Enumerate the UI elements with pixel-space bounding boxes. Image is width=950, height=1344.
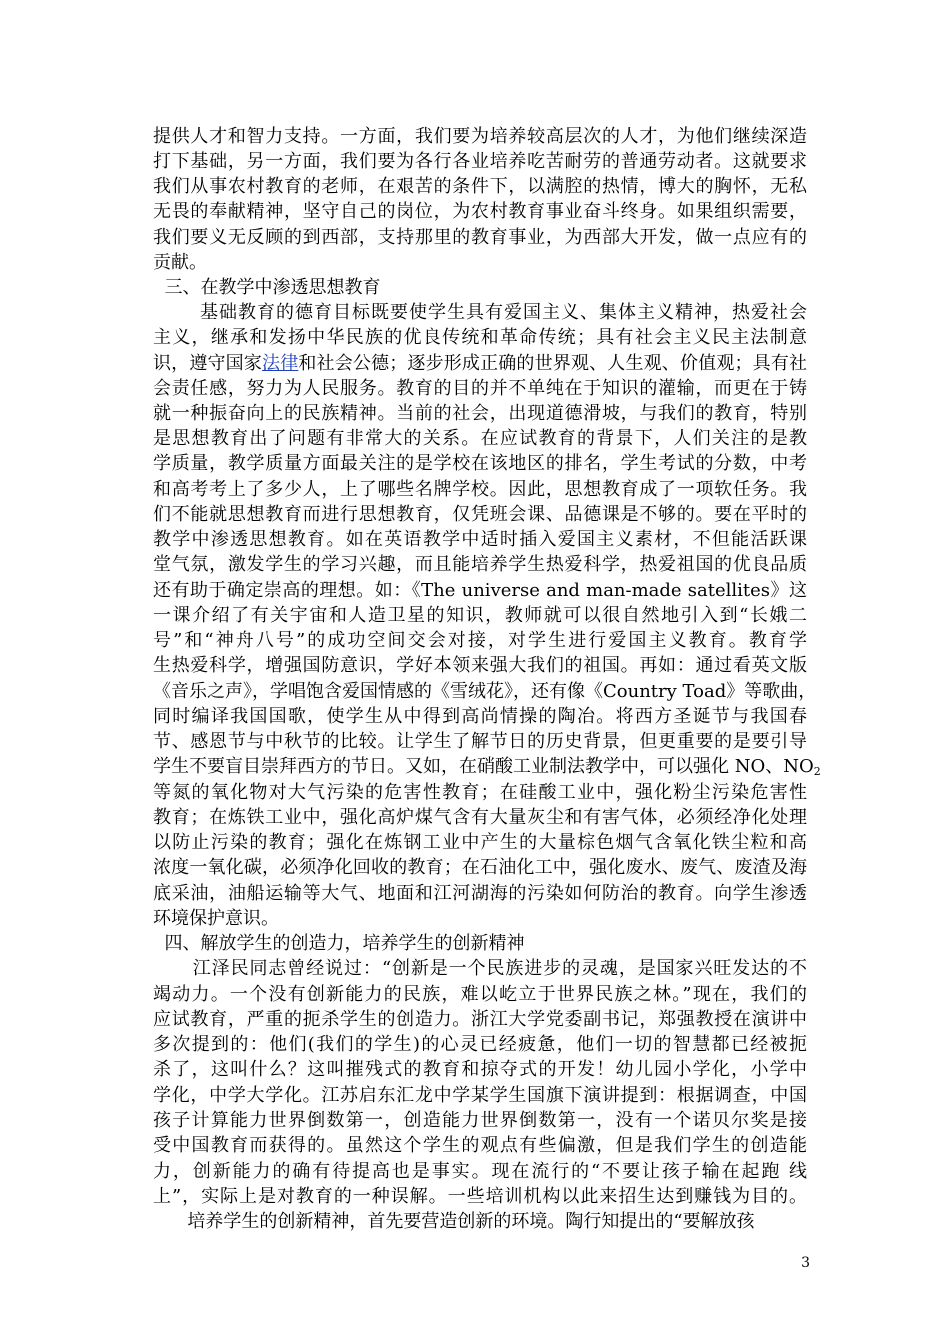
text-line: 和高考考上了多少人，上了哪些名牌学校。因此，思想教育成了一项软任务。我 (153, 479, 807, 500)
text-line: 我们从事农村教育的老师，在艰苦的条件下，以满腔的热情，博大的胸怀，无私 (153, 176, 807, 197)
text-line: 等氮的氧化物对大气污染的危害性教育；在硅酸工业中，强化粉尘污染危害性 (153, 782, 807, 803)
text-line: 同时编译我国国歌，使学生从中得到高尚情操的陶冶。将西方圣诞节与我国春 (153, 706, 807, 727)
text-line: 多次提到的：他们(我们的学生)的心灵已经疲惫，他们一切的智慧都已经被扼 (153, 1034, 807, 1055)
text-line: 生热爱科学，增强国防意识，学好本领来强大我们的祖国。再如：通过看英文版 (153, 655, 807, 676)
text-segment: 和社会公德；逐步形成正确的世界观、人生观、价值观；具有社 (298, 353, 808, 374)
subscript: 2 (813, 765, 821, 778)
text-line: 无畏的奉献精神，坚守自己的岗位，为农村教育事业奋斗终身。如果组织需要， (153, 201, 807, 222)
text-line (153, 755, 821, 779)
text-line: 贡献。 (153, 252, 207, 273)
text-line: 竭动力。一个没有创新能力的民族，难以屹立于世界民族之林。”现在，我们的 (153, 984, 807, 1005)
text-line: 教育；在炼铁工业中，强化高炉煤气含有大量灰尘和有害气体，必须经净化处理 (153, 807, 807, 828)
text-line: 受中国教育而获得的。虽然这个学生的观点有些偏激，但是我们学生的创造能 (153, 1135, 807, 1156)
text-segment: 识，遵守国家 (153, 353, 263, 374)
section-heading: 四、解放学生的创造力，培养学生的创新精神 (153, 933, 525, 954)
law-link[interactable]: 法律 (262, 353, 299, 374)
text-line: 孩子计算能力世界倒数第一，创造能力世界倒数第一，没有一个诺贝尔奖是接 (153, 1110, 807, 1131)
text-line: 上”，实际上是对教育的一种误解。一些培训机构以此来招生达到赚钱为目的。 (153, 1186, 807, 1207)
text-line: 是思想教育出了问题有非常大的关系。在应试教育的背景下，人们关注的是教 (153, 428, 807, 449)
text-line: 江泽民同志曾经说过：“创新是一个民族进步的灵魂，是国家兴旺发达的不 (153, 958, 807, 979)
text-line: 们不能就思想教育而进行思想教育，仅凭班会课、品德课是不够的。要在平时的 (153, 504, 807, 525)
text-line: 我们要义无反顾的到西部，支持那里的教育事业，为西部大开发，做一点应有的 (153, 227, 807, 248)
text-line: 基础教育的德育目标既要使学生具有爱国主义、集体主义精神，热爱社会 (153, 302, 807, 323)
text-line: 教学中渗透思想教育。如在英语教学中适时插入爱国主义素材，不但能活跃课 (153, 529, 807, 550)
text-line (153, 352, 807, 376)
text-line: 学化，中学大学化。江苏启东汇龙中学某学生国旗下演讲提到：根据调查，中国 (153, 1085, 807, 1106)
text-line: 就一种振奋向上的民族精神。当前的社会，出现道德滑坡，与我们的教育，特别 (153, 403, 807, 424)
text-line: 培养学生的创新精神，首先要营造创新的环境。陶行知提出的“要解放孩 (153, 1211, 755, 1232)
text-segment: 学生不要盲目崇拜西方的节日。又如，在硝酸工业制法教学中，可以强化 NO、NO (153, 756, 814, 777)
text-line: 《音乐之声》，学唱饱含爱国情感的《雪绒花》，还有像《Country Toad》等歌曲， (153, 681, 817, 702)
text-line: 会责任感，努力为人民服务。教育的目的并不单纯在于知识的灌输，而更在于铸 (153, 378, 807, 399)
text-line: 主义，继承和发扬中华民族的优良传统和革命传统；具有社会主义民主法制意 (153, 327, 807, 348)
text-line: 堂气氛，激发学生的学习兴趣，而且能培养学生热爱科学，热爱祖国的优良品质 (153, 554, 807, 575)
text-line: 环境保护意识。 (153, 908, 279, 929)
text-line: 应试教育，严重的扼杀学生的创造力。浙江大学党委副书记，郑强教授在演讲中 (153, 1009, 807, 1030)
text-line: 以防止污染的教育；强化在炼钢工业中产生的大量棕色烟气含氧化铁尘粒和高 (153, 832, 807, 853)
text-line: 力，创新能力的确有待提高也是事实。现在流行的“不要让孩子输在起跑 线 (153, 1161, 807, 1182)
text-line: 还有助于确定崇高的理想。如：《The universe and man-made satellites》这 (153, 580, 807, 601)
text-line: 学质量，教学质量方面最关注的是学校在该地区的排名，学生考试的分数，中考 (153, 453, 807, 474)
text-line: 浓度一氧化碳，必须净化回收的教育；在石油化工中，强化废水、废气、废渣及海 (153, 857, 807, 878)
text-line: 号”和“神舟八号”的成功空间交会对接，对学生进行爱国主义教育。教育学 (153, 630, 807, 651)
section-heading: 三、在教学中渗透思想教育 (153, 277, 381, 298)
text-line: 杀了，这叫什么？这叫摧残式的教育和掠夺式的开发！幼儿园小学化，小学中 (153, 1059, 807, 1080)
text-line: 节、感恩节与中秋节的比较。让学生了解节日的历史背景，但更重要的是要引导 (153, 731, 807, 752)
text-line: 打下基础，另一方面，我们要为各行各业培养吃苦耐劳的普通劳动者。这就要求 (153, 151, 807, 172)
text-line: 提供人才和智力支持。一方面，我们要为培养较高层次的人才，为他们继续深造 (153, 126, 807, 147)
text-line: 底采油，油船运输等大气、地面和江河湖海的污染如何防治的教育。向学生渗透 (153, 883, 807, 904)
text-line: 一课介绍了有关宇宙和人造卫星的知识，教师就可以很自然地引入到“长娥二 (153, 605, 807, 626)
page-number: 3 (801, 1255, 810, 1271)
